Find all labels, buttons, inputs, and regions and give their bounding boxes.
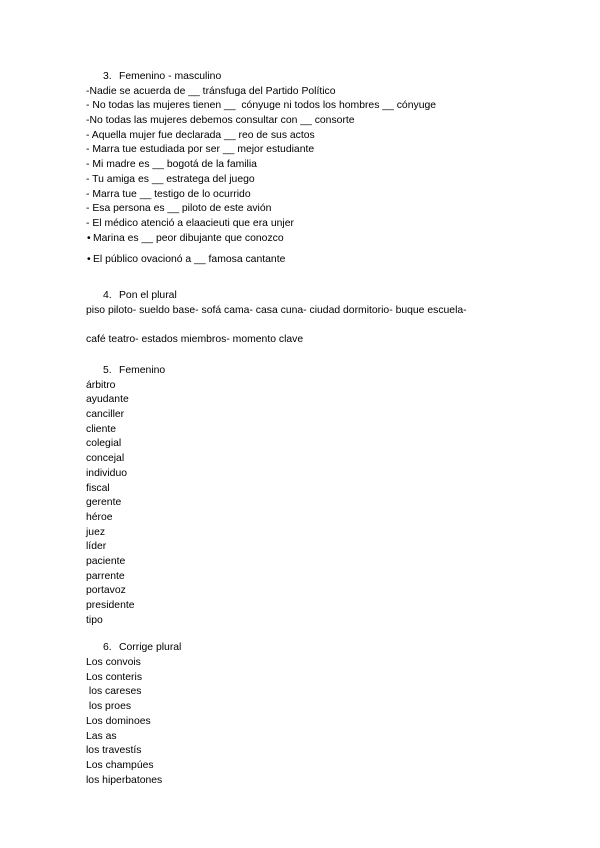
section-heading-femenino — [86, 364, 556, 379]
bullet-icon: • — [87, 254, 91, 266]
plural-exercise-line: piso piloto- sueldo base- sofá cama- casa cuna- ciudad dormitorio- buque escuela- — [86, 304, 467, 316]
section-heading-femenino-masculino — [86, 70, 556, 85]
section-heading-pon-el-plural — [86, 289, 556, 304]
word-item: paciente — [86, 555, 126, 567]
bullet-line-text: El público ovacionó a __ famosa cantante — [93, 254, 286, 266]
document-content — [86, 70, 556, 788]
word-item: Los conteris — [86, 671, 143, 683]
section-title: Femenino — [119, 365, 166, 376]
word-item: concejal — [86, 453, 125, 465]
section-heading-corrige-plural — [86, 641, 556, 656]
section-number: 5. — [103, 365, 112, 376]
exercise-line: -Nadie se acuerda de __ tránsfuga del Partido Político — [86, 85, 336, 97]
word-item: Los champúes — [86, 759, 154, 771]
word-item: canciller — [86, 409, 125, 421]
word-item: presidente — [86, 600, 135, 611]
word-item: fiscal — [86, 482, 110, 494]
exercise-line: - No todas las mujeres tienen __ cónyuge ni todos los hombres __ cónyuge — [86, 100, 437, 112]
section-title: Femenino - masculino — [119, 71, 222, 82]
word-item: juez — [86, 526, 106, 538]
exercise-list-femenino-masculino — [86, 85, 556, 268]
exercise-line: - Aquella mujer fue declarada __ reo de sus actos — [86, 129, 315, 141]
exercise-line: - Mi madre es __ bogotá de la familia — [86, 159, 257, 171]
word-item: líder — [86, 541, 107, 553]
word-item: parrente — [86, 570, 125, 582]
word-item: tipo — [86, 614, 103, 626]
bullet-exercise-line — [86, 253, 556, 268]
section-number: 4. — [103, 289, 112, 301]
bullet-line-text: Marina es __ peor dibujante que conozco — [93, 232, 284, 244]
bullet-exercise-line — [86, 232, 556, 247]
word-item: colegial — [86, 438, 122, 450]
word-item: individuo — [86, 467, 128, 479]
word-list-femenino — [86, 379, 556, 629]
exercise-line: - El médico atenció a elaacieuti que era unjer — [86, 217, 294, 229]
word-item: Las as — [86, 730, 117, 742]
bullet-icon: • — [87, 232, 91, 244]
section-title: Pon el plural — [119, 289, 177, 301]
word-list-corrige-plural — [86, 656, 556, 788]
word-item: los hiperbatones — [86, 774, 163, 786]
section-number: 6. — [103, 642, 112, 654]
exercise-line: - Marra tue estudiada por ser __ mejor estudiante — [86, 144, 315, 156]
plural-exercise-line: café teatro- estados miembros- momento clave — [86, 334, 304, 346]
exercise-line: - Esa persona es __ piloto de este avión — [86, 203, 272, 215]
word-item: cliente — [86, 423, 117, 435]
exercise-line: - Tu amiga es __ estratega del juego — [86, 173, 255, 185]
word-item: Los convois — [86, 657, 141, 669]
word-item: héroe — [86, 511, 113, 523]
exercise-line: - Marra tue __ testigo de lo ocurrido — [86, 188, 251, 200]
word-item: portavoz — [86, 585, 126, 597]
word-item: los travestís — [86, 745, 142, 757]
word-item: ayudante — [86, 394, 129, 406]
section-title: Corrige plural — [119, 642, 182, 654]
word-item: los proes — [86, 701, 132, 713]
word-item: Los dominoes — [86, 715, 151, 727]
word-item: árbitro — [86, 379, 116, 391]
word-item: gerente — [86, 497, 122, 509]
exercise-line: -No todas las mujeres debemos consultar con __ consorte — [86, 115, 355, 127]
word-item: los careses — [86, 686, 142, 698]
section-number: 3. — [103, 71, 112, 82]
